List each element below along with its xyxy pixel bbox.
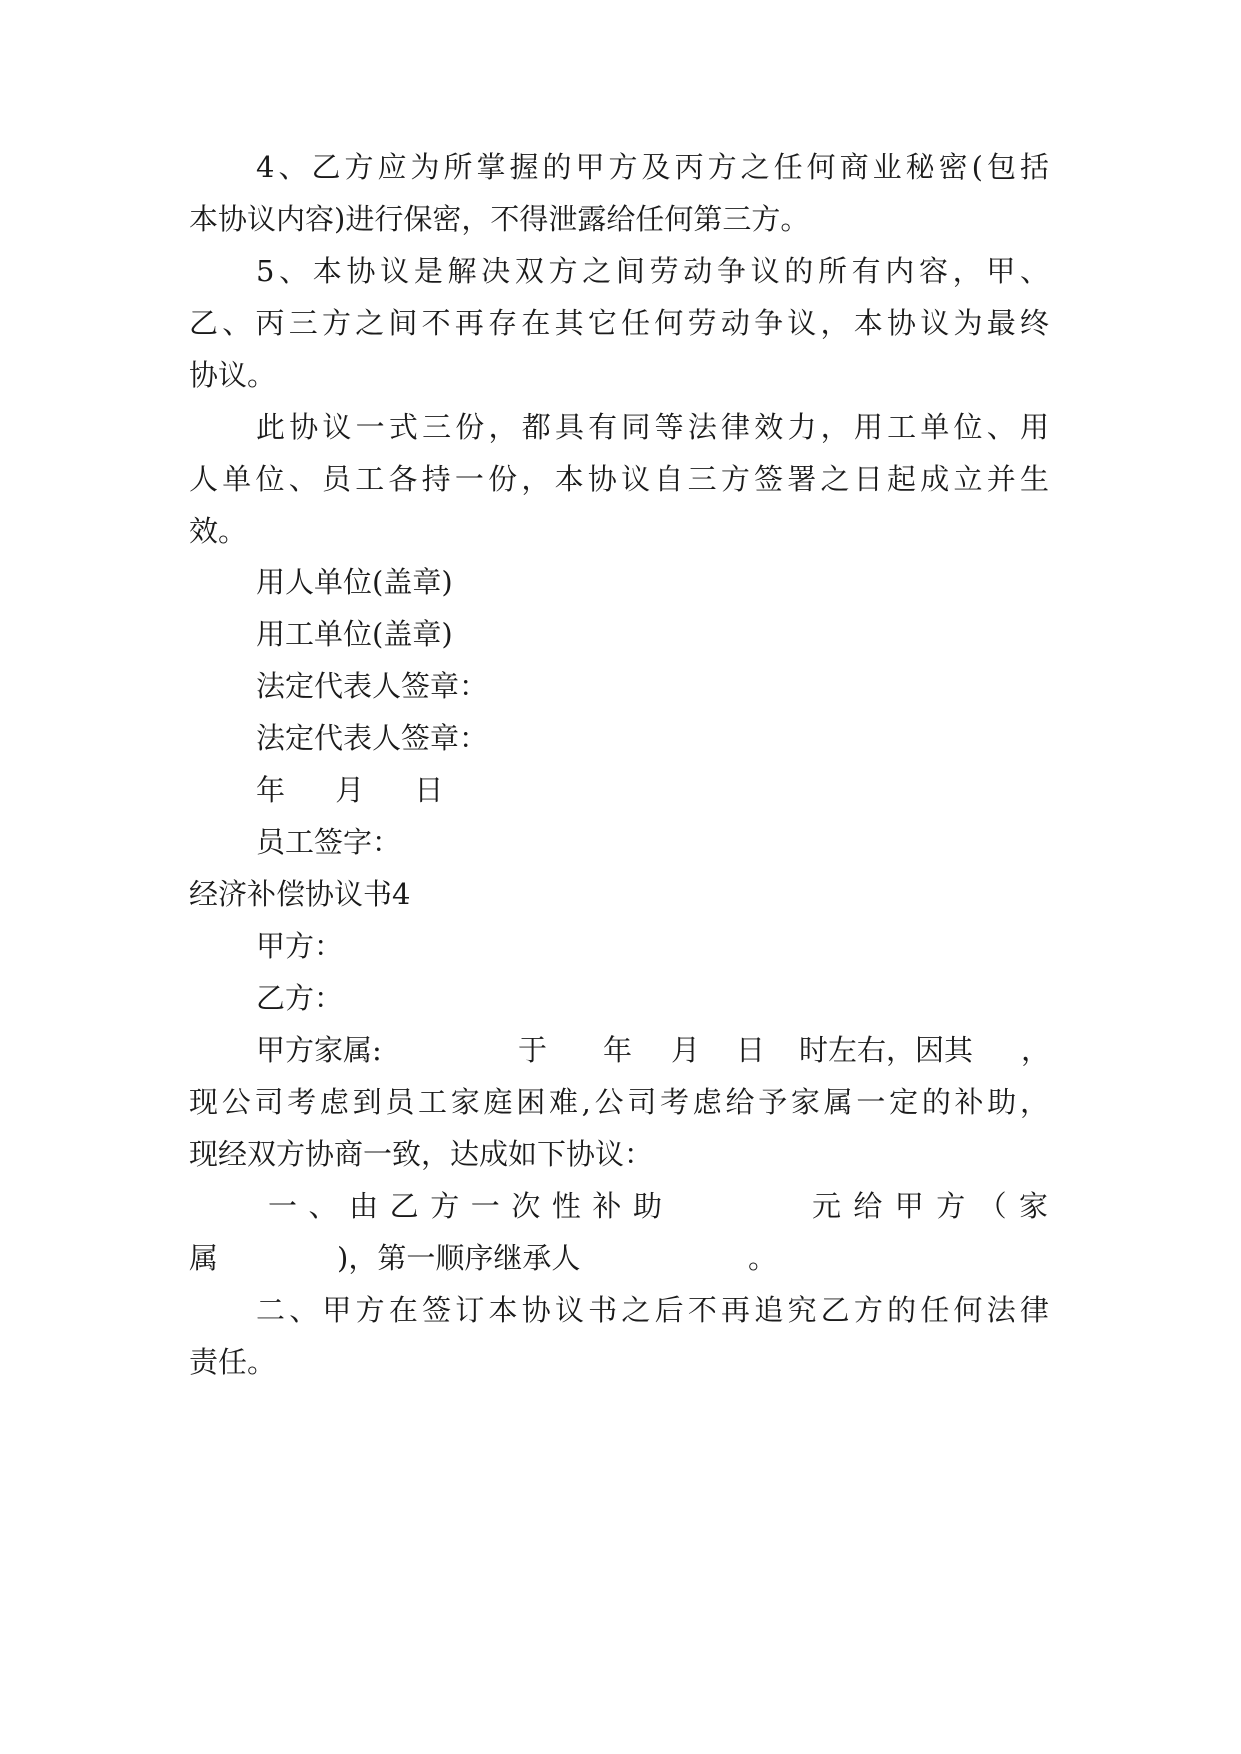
family-yu: 于 [518, 1033, 548, 1067]
party-a-label: 甲方： [256, 929, 344, 963]
family-year: 年 [603, 1033, 633, 1067]
family-label: 甲方家属: [256, 1033, 382, 1067]
item5-line3: 协议。 [189, 358, 277, 392]
family-month: 月 [671, 1033, 701, 1067]
signature-date: 年 月 日 [256, 773, 444, 807]
legal-rep-signature-1: 法定代表人签章： [256, 669, 489, 703]
family-line2: 现公司考虑到员工家庭困难,公司考虑给予家属一定的补助， [189, 1085, 1049, 1119]
user-unit-seal-label: 用工单位(盖章) [256, 617, 453, 651]
item5-line2: 乙、丙三方之间不再存在其它任何劳动争议，本协议为最终 [189, 306, 1049, 340]
section-title: 经济补偿协议书4 [189, 877, 411, 911]
clause1-line2-c: 。 [748, 1241, 778, 1275]
legal-rep-signature-2: 法定代表人签章： [256, 721, 489, 755]
clause1-line2-b: )，第一顺序继承人 [337, 1241, 581, 1275]
copies-line1: 此协议一式三份，都具有同等法律效力，用工单位、用 [256, 410, 1049, 444]
clause1-part1: 一、由乙方一次性补助 [268, 1189, 662, 1223]
clause2-line2: 责任。 [189, 1345, 277, 1379]
clause1-part2: 元给甲方（家 [812, 1189, 1048, 1223]
family-day: 日 [736, 1033, 766, 1067]
family-line3: 现经双方协商一致，达成如下协议： [189, 1137, 654, 1171]
employee-signature-label: 员工签字： [256, 825, 402, 859]
item5-line1: 5、本协议是解决双方之间劳动争议的所有内容，甲、 [256, 254, 1049, 288]
clause2-line1: 二、甲方在签订本协议书之后不再追究乙方的任何法律 [256, 1293, 1049, 1327]
copies-line3: 效。 [189, 514, 248, 548]
employer-seal-label: 用人单位(盖章) [256, 565, 453, 599]
clause1-line2-a: 属 [189, 1241, 219, 1275]
family-time: 时左右，因其 [799, 1033, 974, 1067]
family-comma: ， [1021, 1033, 1051, 1067]
party-b-label: 乙方： [256, 981, 344, 1015]
item4-line2: 本协议内容)进行保密，不得泄露给任何第三方。 [189, 202, 810, 236]
item4-line1: 4、乙方应为所掌握的甲方及丙方之任何商业秘密(包括 [256, 150, 1049, 184]
copies-line2: 人单位、员工各持一份，本协议自三方签署之日起成立并生 [189, 462, 1049, 496]
